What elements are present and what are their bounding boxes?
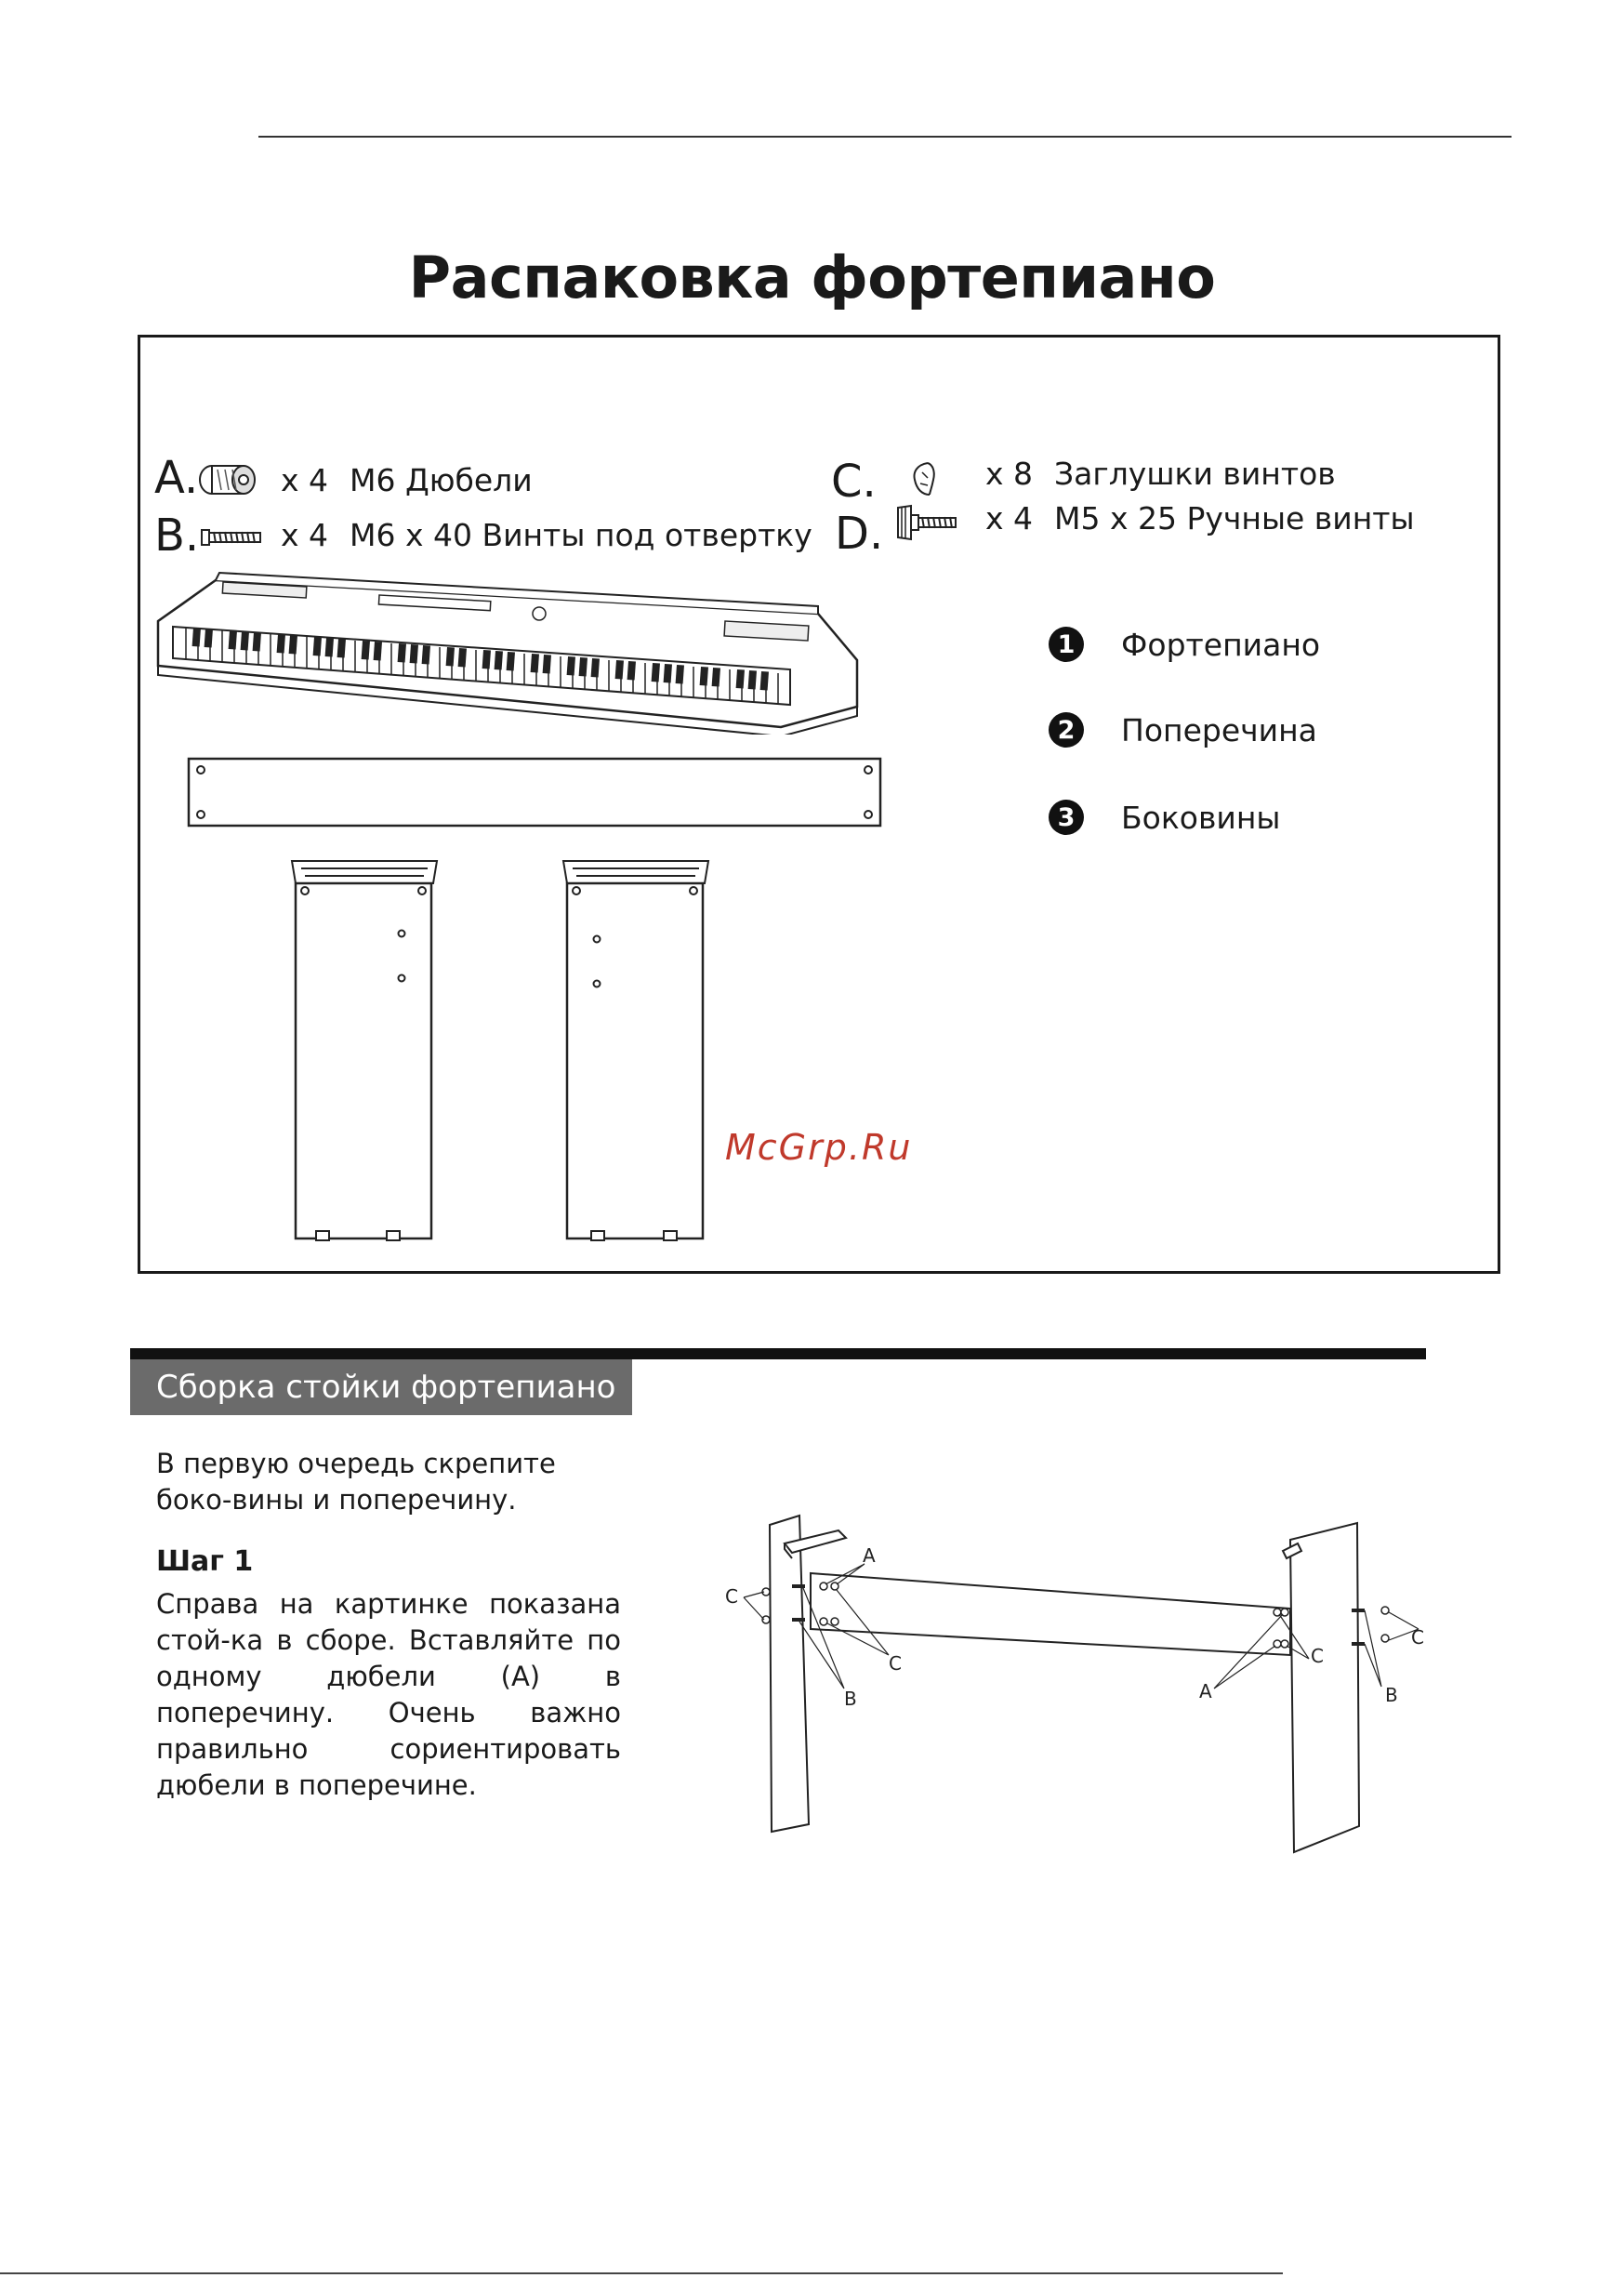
step-title: Шаг 1: [156, 1545, 254, 1578]
label-c: C: [1311, 1645, 1324, 1667]
part-desc-b: M6 x 40 Винты под отвертку: [350, 517, 812, 553]
part-qty-d: x 4: [985, 500, 1034, 536]
label-b: B: [1385, 1684, 1398, 1706]
part-letter-c: C.: [831, 456, 877, 508]
part-letter-d: D.: [835, 508, 884, 560]
legend-number-icon: 2: [1049, 712, 1084, 748]
legend-number-icon: 1: [1049, 627, 1084, 662]
part-qty-b: x 4: [281, 517, 329, 553]
part-desc-d: M5 x 25 Ручные винты: [1054, 500, 1415, 536]
legend-item-sides: Боковины: [1121, 800, 1281, 836]
label-c: C: [889, 1652, 902, 1675]
part-letter-a: A.: [154, 452, 199, 504]
part-letter-b: B.: [154, 510, 200, 562]
assembly-diagram: [706, 1506, 1450, 1869]
side-panel-left-illustration: [288, 855, 446, 1246]
side-panel-right-illustration: [560, 855, 718, 1246]
intro-text: В первую очередь скрепите боко-вины и поперечину.: [156, 1448, 556, 1516]
header-rule: [258, 136, 1512, 138]
part-qty-c: x 8: [985, 456, 1034, 492]
label-b: B: [844, 1688, 857, 1710]
part-desc-c: Заглушки винтов: [1054, 456, 1336, 492]
screw-icon: [201, 526, 262, 549]
part-qty-a: x 4: [281, 462, 329, 498]
cross-bar-illustration: [186, 755, 885, 829]
section-title: Сборка стойки фортепиано: [130, 1359, 632, 1415]
section-rule: [130, 1348, 1426, 1359]
footer-rule: [0, 2272, 1283, 2274]
watermark: McGrp.Ru: [725, 1127, 913, 1168]
legend-item-piano: Фортепиано: [1121, 627, 1321, 663]
part-desc-a: M6 Дюбели: [350, 462, 533, 498]
thumb-screw-icon: [894, 502, 957, 543]
legend-number-icon: 3: [1049, 800, 1084, 835]
legend-item-crossbar: Поперечина: [1121, 712, 1317, 748]
label-c: C: [1411, 1626, 1424, 1649]
step-body: Справа на картинке показана стой-ка в сборе. Вставляйте по одному дюбели (A) в поперечину. Очень важно правильно сориентировать дюбели в поперечине.: [156, 1588, 621, 1801]
label-c: C: [725, 1585, 738, 1608]
label-a: A: [863, 1544, 876, 1567]
label-a: A: [1199, 1680, 1212, 1702]
piano-keyboard-illustration: [149, 567, 874, 735]
page-title: Распаковка фортепиано: [408, 244, 1216, 311]
screw-cap-icon: [909, 459, 937, 498]
dowel-icon: [197, 462, 258, 497]
